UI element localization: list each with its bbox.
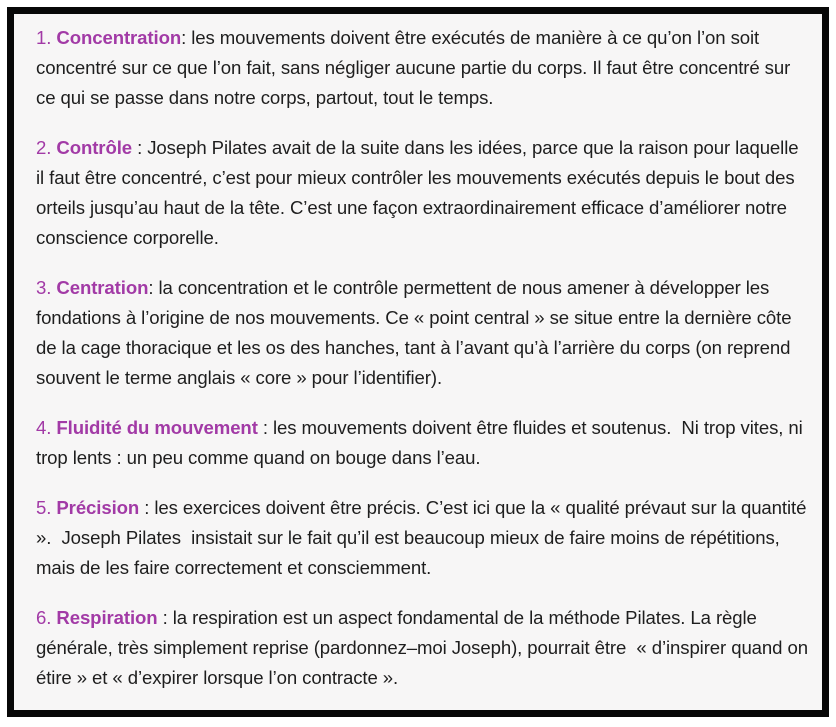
principle-separator: :	[132, 137, 148, 158]
principle-title: Précision	[56, 497, 140, 518]
principle-title: Concentration	[56, 27, 182, 48]
principle-number: 3.	[36, 277, 57, 298]
principle-number: 6.	[36, 607, 57, 628]
principle-title: Centration	[56, 277, 149, 298]
principle-title: Respiration	[56, 607, 158, 628]
principle-number: 1.	[36, 27, 57, 48]
principle-number: 5.	[36, 497, 57, 518]
principle-number: 2.	[36, 137, 57, 158]
principle-number: 4.	[36, 417, 57, 438]
principle-title: Contrôle	[56, 137, 133, 158]
principle-body: la concentration et le contrôle permettent de nous amener à développer les fondations à l’origine de nos mouvements. Ce « point central » se situe entre la dernière côte de la cage thoracique et les os des hanches, tant à l’avant qu’à l’arrière du corps (on reprend souvent le terme anglais « core » pour l’identifier).	[36, 277, 797, 388]
principle-title: Fluidité du mouvement	[56, 417, 258, 438]
principle-separator: :	[157, 607, 173, 628]
principle-separator: :	[181, 27, 192, 48]
principle-separator: :	[148, 277, 159, 298]
pilates-principles-box	[7, 7, 829, 717]
principle-item-concentration	[36, 23, 808, 113]
principle-body: la respiration est un aspect fondamental de la méthode Pilates. La règle générale, très simplement reprise (pardonnez–moi Joseph), pourrait être « d’inspirer quand on étire » et « d’expirer lorsque l’on contracte ».	[36, 607, 814, 688]
principle-item-fluidite	[36, 413, 808, 473]
principle-item-respiration	[36, 603, 814, 693]
principle-separator: :	[139, 497, 155, 518]
principle-item-controle	[36, 133, 808, 253]
principle-body: Joseph Pilates avait de la suite dans les idées, parce que la raison pour laquelle il faut être concentré, c’est pour mieux contrôler les mouvements exécutés depuis le bout des orteils jusqu’au haut de la tête. C’est une façon extraordinairement efficace d’améliorer notre conscience corporelle.	[36, 137, 804, 248]
principle-separator: :	[257, 417, 273, 438]
principle-body: les mouvements doivent être exécutés de manière à ce qu’on l’on soit concentré sur ce que l’on fait, sans négliger aucune partie du corps. Il faut être concentré sur ce qui se passe dans notre corps, partout, tout le temps.	[36, 27, 796, 108]
principle-body: les mouvements doivent être fluides et soutenus. Ni trop vites, ni trop lents : un peu comme quand on bouge dans l’eau.	[36, 417, 808, 468]
principle-body: les exercices doivent être précis. C’est ici que la « qualité prévaut sur la quantité ». Joseph Pilates insistait sur le fait qu’il est beaucoup mieux de faire moins de répétitions, mais de les faire correctement et consciemment.	[36, 497, 812, 578]
principle-item-centration	[36, 273, 808, 393]
principle-item-precision	[36, 493, 812, 583]
